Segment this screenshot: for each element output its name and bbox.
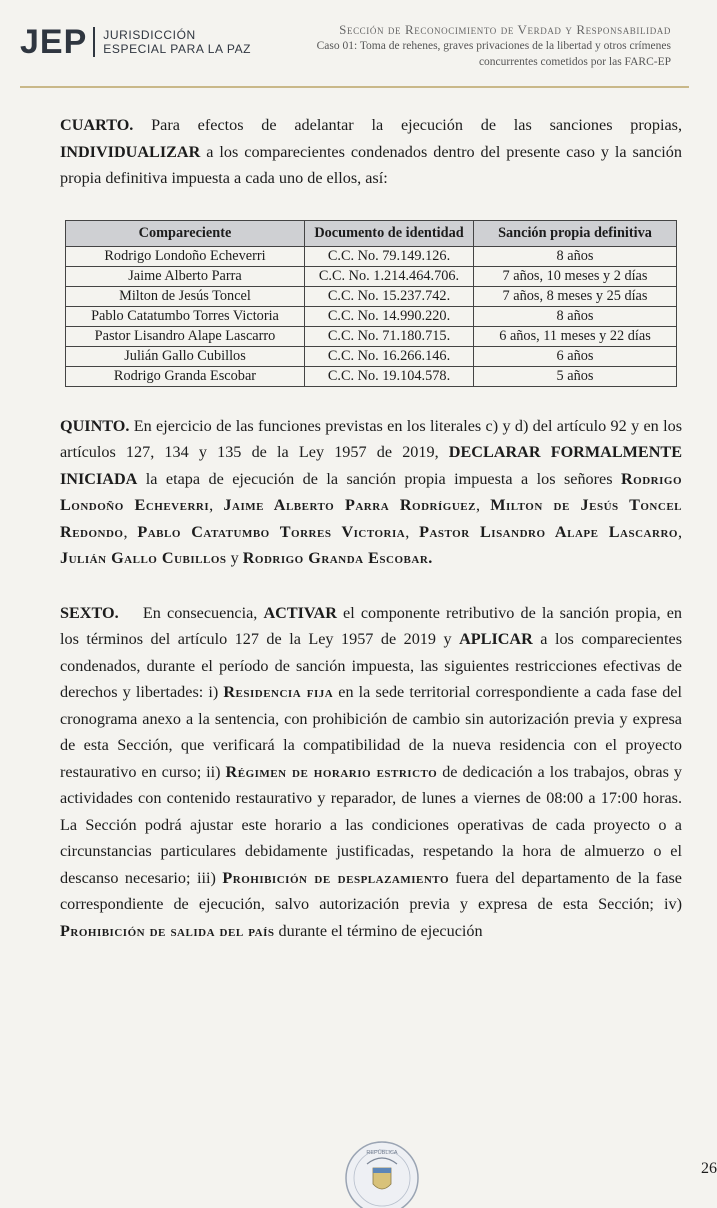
- sexto-text-6: fuera del departamento de la fase correspondiente de ejecución, salvo autorización previa y expresa de esta Sección; iv): [60, 868, 682, 913]
- restriction-3: Prohibición de desplazamiento: [222, 868, 449, 887]
- sexto-text-2: el componente retributivo de la sanción propia, en los términos del artículo 127 de la Ley 1957 de 2019 y: [60, 603, 682, 648]
- table-row: [66, 366, 677, 386]
- name-4: Pablo Catatumbo Torres Victoria: [137, 522, 406, 541]
- name-5: Pastor Lisandro Alape Lascarro: [419, 522, 678, 541]
- cell-document: C.C. No. 71.180.715.: [305, 326, 474, 346]
- paragraph-cuarto: [60, 112, 682, 192]
- sanctions-table: [65, 220, 677, 387]
- cuarto-bold: INDIVIDUALIZAR: [60, 142, 201, 161]
- name-1: Rodrigo Londoño Echeverri: [60, 469, 682, 514]
- cuarto-label: CUARTO.: [60, 116, 134, 134]
- seal-text: REPÚBLICA: [366, 1150, 398, 1156]
- sexto-text-5: de dedicación a los trabajos, obras y actividades con contenido restaurativo y reparador, de lunes a viernes de 08:00 a 17:00 horas. La Sección podrá ajustar este horario a las condiciones operativas de cada proyecto o a circunstancias particulares debidamente justificadas, respetando la hora de almuerzo o el descanso necesario; iii): [60, 762, 682, 887]
- cell-name: Rodrigo Londoño Echeverri: [66, 246, 305, 266]
- table-row: [66, 326, 677, 346]
- cell-document: C.C. No. 16.266.146.: [305, 346, 474, 366]
- logo-line-1: JURISDICCIÓN: [103, 28, 196, 42]
- cell-sanction: 8 años: [474, 246, 677, 266]
- page-header: [0, 0, 717, 90]
- separator: ,: [475, 496, 491, 514]
- separator: ,: [405, 522, 420, 541]
- logo-line-2: ESPECIAL PARA LA PAZ: [103, 42, 252, 56]
- restriction-4: Prohibición de salida del país: [60, 921, 275, 940]
- jep-logo: [20, 25, 251, 59]
- cell-sanction: 6 años, 11 meses y 22 días: [474, 326, 677, 346]
- restriction-2: Régimen de horario estricto: [225, 762, 438, 781]
- separator: ,: [209, 496, 224, 514]
- logo-divider: [93, 27, 95, 57]
- sexto-text-1: En consecuencia,: [142, 603, 264, 622]
- cell-sanction: 7 años, 8 meses y 25 días: [474, 286, 677, 306]
- cell-name: Rodrigo Granda Escobar: [66, 366, 305, 386]
- header-compareciente: Compareciente: [66, 220, 305, 246]
- restriction-1: Residencia fija: [223, 683, 334, 701]
- cell-name: Julián Gallo Cubillos: [66, 346, 305, 366]
- quinto-bold: DECLARAR FORMALMENTE INICIADA: [60, 443, 682, 488]
- table-row: [66, 266, 677, 286]
- logo-text: [103, 28, 251, 56]
- cell-sanction: 8 años: [474, 306, 677, 326]
- header-rule: [20, 86, 689, 88]
- sexto-text-3: a los comparecientes condenados, durante el período de sanción impuesta, las siguientes restricciones efectivas de derechos y libertades: i): [60, 630, 682, 701]
- sexto-label: SEXTO.: [60, 603, 119, 622]
- cell-name: Pablo Catatumbo Torres Victoria: [66, 306, 305, 326]
- cell-document: C.C. No. 19.104.578.: [305, 366, 474, 386]
- sexto-text-7: durante el término de ejecución: [274, 921, 483, 940]
- table-row: [66, 346, 677, 366]
- table-row: [66, 246, 677, 266]
- coat-of-arms-seal: [343, 1138, 421, 1208]
- sexto-bold-2: APLICAR: [459, 630, 533, 648]
- cuarto-text-1: Para efectos de adelantar la ejecución de las sanciones propias,: [133, 116, 682, 134]
- cell-sanction: 6 años: [474, 346, 677, 366]
- name-3: Milton de Jesús Toncel Redondo: [60, 496, 682, 541]
- header-documento: Documento de identidad: [305, 220, 474, 246]
- paragraph-sexto: [60, 600, 682, 945]
- sexto-bold-1: ACTIVAR: [263, 603, 337, 622]
- quinto-text-1: En ejercicio de las funciones previstas en los literales c) y d) del artículo 92 y en los artículos 127, 134 y 135 de la Ley 1957 de 2019,: [60, 416, 682, 461]
- table-row: [66, 306, 677, 326]
- table-row: [66, 286, 677, 306]
- logo-mark: JEP: [20, 23, 88, 61]
- quinto-text-2: la etapa de ejecución de la sanción propia impuesta a los señores: [137, 469, 621, 488]
- case-line-1: Caso 01: Toma de rehenes, graves privaciones de la libertad y otros crímenes: [316, 40, 671, 52]
- cell-document: C.C. No. 15.237.742.: [305, 286, 474, 306]
- name-6: Julián Gallo Cubillos: [60, 549, 227, 567]
- separator: ,: [123, 522, 138, 541]
- quinto-label: QUINTO.: [60, 416, 130, 435]
- cell-sanction: 5 años: [474, 366, 677, 386]
- cuarto-text-2: a los comparecientes condenados dentro del presente caso y la sanción propia definitiva impuesta a cada uno de ellos, así:: [60, 142, 682, 187]
- name-7: Rodrigo Granda Escobar: [242, 549, 429, 567]
- case-line-2: concurrentes cometidos por las FARC-EP: [478, 56, 671, 68]
- sexto-text-4: en la sede territorial correspondiente a cada fase del cronograma anexo a la sentencia, con prohibición de cambio sin autorización previa y expresa de esta Sección, que verificará la compatibilidad de la nueva residencia con el proyecto restaurativo en curso; ii): [60, 683, 682, 781]
- document-body: [60, 112, 682, 944]
- paragraph-quinto: [60, 413, 682, 572]
- header-sancion: Sanción propia definitiva: [474, 220, 677, 246]
- cell-document: C.C. No. 1.214.464.706.: [305, 266, 474, 286]
- separator: ,: [677, 522, 682, 541]
- cell-name: Milton de Jesús Toncel: [66, 286, 305, 306]
- name-2: Jaime Alberto Parra Rodríguez: [223, 496, 476, 514]
- header-case-info: [251, 22, 671, 70]
- section-title: Sección de Reconocimiento de Verdad y Responsabilidad: [339, 22, 671, 37]
- conjunction: y: [226, 549, 243, 567]
- cell-sanction: 7 años, 10 meses y 2 días: [474, 266, 677, 286]
- page-number: 26: [701, 1160, 717, 1177]
- cell-name: Jaime Alberto Parra: [66, 266, 305, 286]
- sanctions-table-wrap: [65, 220, 677, 387]
- table-header-row: [66, 220, 677, 246]
- cell-name: Pastor Lisandro Alape Lascarro: [66, 326, 305, 346]
- cell-document: C.C. No. 79.149.126.: [305, 246, 474, 266]
- period: .: [428, 549, 433, 567]
- cell-document: C.C. No. 14.990.220.: [305, 306, 474, 326]
